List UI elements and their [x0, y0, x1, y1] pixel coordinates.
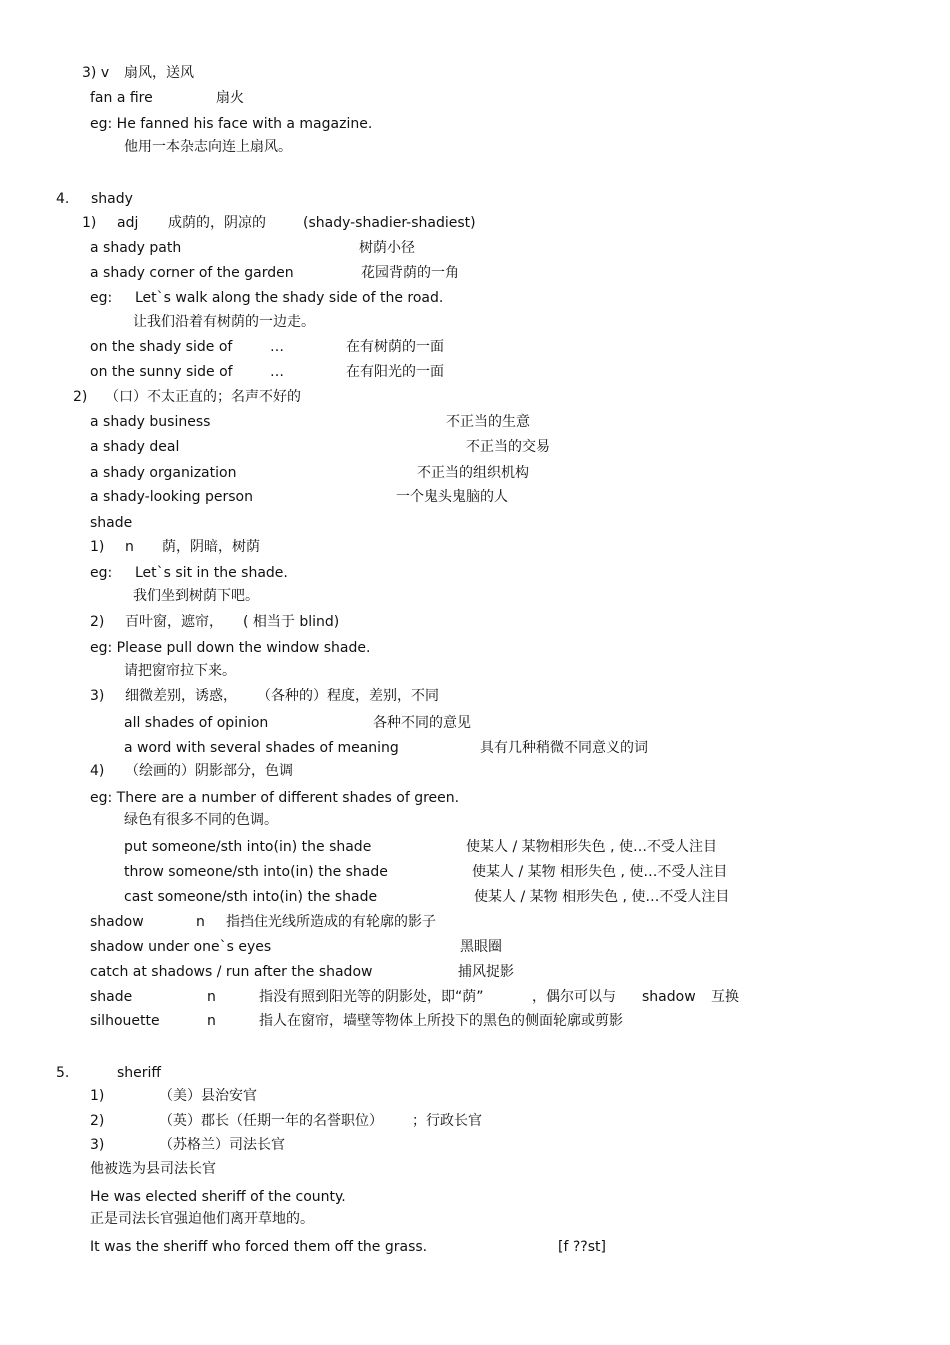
synonym-word: shade [90, 989, 133, 1005]
sense-definition: （苏格兰）司法长官 [159, 1137, 285, 1153]
sense-number: 1) [82, 215, 97, 231]
phrase-cn: 不正当的组织机构 [417, 465, 529, 481]
phrase-en: a word with several shades of meaning [124, 740, 399, 756]
sense-definition: （口）不太正直的；名声不好的 [105, 389, 301, 405]
phrase-en: a shady corner of the garden [90, 265, 294, 281]
phonetic: [f ??st] [558, 1239, 606, 1255]
synonym-word-inline: shadow [642, 989, 696, 1005]
sense-number: 2) [73, 389, 88, 405]
phrase-en: all shades of opinion [124, 715, 269, 731]
phrase-cn: 花园背荫的一角 [361, 265, 459, 281]
phrase-cn: 不正当的生意 [446, 414, 530, 430]
phrase-en: catch at shadows / run after the shadow [90, 964, 373, 980]
example-en: eg: Please pull down the window shade. [90, 640, 371, 656]
sense-note: ( 相当于 blind) [243, 614, 340, 630]
part-of-speech: n [207, 1013, 216, 1029]
phrase-cn: 一个鬼头鬼脑的人 [396, 489, 508, 505]
phrase-en: a shady deal [90, 439, 180, 455]
sense-definition: 扇风，送风 [124, 65, 194, 81]
entry-number: 5. [56, 1065, 70, 1081]
phrase-cn: 捕风捉影 [458, 964, 514, 980]
sense-definition-extra: ；行政长官 [412, 1113, 482, 1129]
part-of-speech: n [207, 989, 216, 1005]
sense-number: 3) [90, 688, 105, 704]
example-en: eg: There are a number of different shades of green. [90, 790, 460, 806]
sense-number: 4) [90, 763, 105, 779]
phrase-en: a shady business [90, 414, 211, 430]
sense-number: 3) v [82, 65, 110, 81]
idiom-en: cast someone/sth into(in) the shade [124, 889, 378, 905]
idiom-cn: 使某人 / 某物相形失色 , 使…不受人注目 [466, 839, 717, 855]
phrase-cn: 不正当的交易 [466, 439, 550, 455]
example-label: eg: [90, 565, 113, 581]
word-forms: (shady-shadier-shadiest) [303, 215, 476, 231]
example-cn: 让我们沿着有树荫的一边走。 [133, 314, 315, 330]
phrase-cn: 具有几种稍微不同意义的词 [480, 740, 648, 756]
idiom-en: put someone/sth into(in) the shade [124, 839, 372, 855]
example-cn: 正是司法长官强迫他们离开草地的。 [90, 1211, 314, 1227]
sense-definition: （美）县治安官 [159, 1088, 257, 1104]
ellipsis: … [270, 339, 284, 355]
phrase-en: on the shady side of [90, 339, 233, 355]
phrase-en: shadow under one`s eyes [90, 939, 272, 955]
phrase-cn: 各种不同的意见 [373, 715, 471, 731]
part-of-speech: adj [117, 215, 139, 231]
entry-word: sheriff [117, 1065, 162, 1081]
synonym-definition: 指挡住光线所造成的有轮廓的影子 [226, 914, 436, 930]
phrase-cn: 在有树荫的一面 [346, 339, 444, 355]
phrase-en: a shady path [90, 240, 182, 256]
idiom-cn: 使某人 / 某物 相形失色 , 使…不受人注目 [474, 889, 730, 905]
idiom-cn: 使某人 / 某物 相形失色 , 使…不受人注目 [472, 864, 728, 880]
phrase-en: on the sunny side of [90, 364, 233, 380]
example-en: It was the sheriff who forced them off the grass. [90, 1239, 428, 1255]
synonym-definition: 指没有照到阳光等的阴影处，即“荫” [259, 989, 484, 1005]
example-cn: 请把窗帘拉下来。 [124, 663, 236, 679]
sense-number: 1) [90, 1088, 105, 1104]
sense-number: 1) [90, 539, 105, 555]
phrase-cn: 在有阳光的一面 [346, 364, 444, 380]
phrase-cn: 扇火 [216, 90, 244, 106]
part-of-speech: n [196, 914, 205, 930]
sense-number: 2) [90, 614, 105, 630]
example-en: Let`s walk along the shady side of the road. [135, 290, 444, 306]
example-cn: 我们坐到树荫下吧。 [133, 588, 259, 604]
synonym-swap: 互换 [711, 989, 739, 1005]
sense-definition: （英）郡长（任期一年的名誉职位） [159, 1113, 383, 1129]
example-en: Let`s sit in the shade. [135, 565, 288, 581]
example-en: eg: He fanned his face with a magazine. [90, 116, 373, 132]
sense-definition: 细微差别，诱惑， [125, 688, 237, 704]
entry-number: 4. [56, 191, 70, 207]
sense-number: 3) [90, 1137, 105, 1153]
phrase-en: a shady-looking person [90, 489, 253, 505]
sense-number: 2) [90, 1113, 105, 1129]
phrase-en: fan a fire [90, 90, 153, 106]
phrase-cn: 树荫小径 [359, 240, 415, 256]
synonym-note: ，偶尔可以与 [532, 989, 616, 1005]
entry-word: shade [90, 515, 133, 531]
sense-definition: （绘画的）阴影部分，色调 [125, 763, 293, 779]
example-en: He was elected sheriff of the county. [90, 1189, 346, 1205]
example-cn: 他被选为县司法长官 [90, 1161, 216, 1177]
idiom-en: throw someone/sth into(in) the shade [124, 864, 388, 880]
phrase-cn: 黑眼圈 [460, 939, 502, 955]
ellipsis: … [270, 364, 284, 380]
example-label: eg: [90, 290, 113, 306]
example-cn: 绿色有很多不同的色调。 [124, 812, 278, 828]
synonym-definition: 指人在窗帘，墙壁等物体上所投下的黑色的侧面轮廓或剪影 [259, 1013, 623, 1029]
sense-definition: 百叶窗，遮帘， [125, 614, 223, 630]
part-of-speech: n [125, 539, 134, 555]
entry-word: shady [91, 191, 133, 207]
synonym-word: silhouette [90, 1013, 160, 1029]
sense-definition-extra: （各种的）程度，差别，不同 [257, 688, 439, 704]
phrase-en: a shady organization [90, 465, 237, 481]
sense-definition: 荫，阴暗，树荫 [162, 539, 260, 555]
synonym-word: shadow [90, 914, 144, 930]
example-cn: 他用一本杂志向连上扇风。 [124, 139, 292, 155]
sense-definition: 成荫的，阴凉的 [168, 215, 266, 231]
